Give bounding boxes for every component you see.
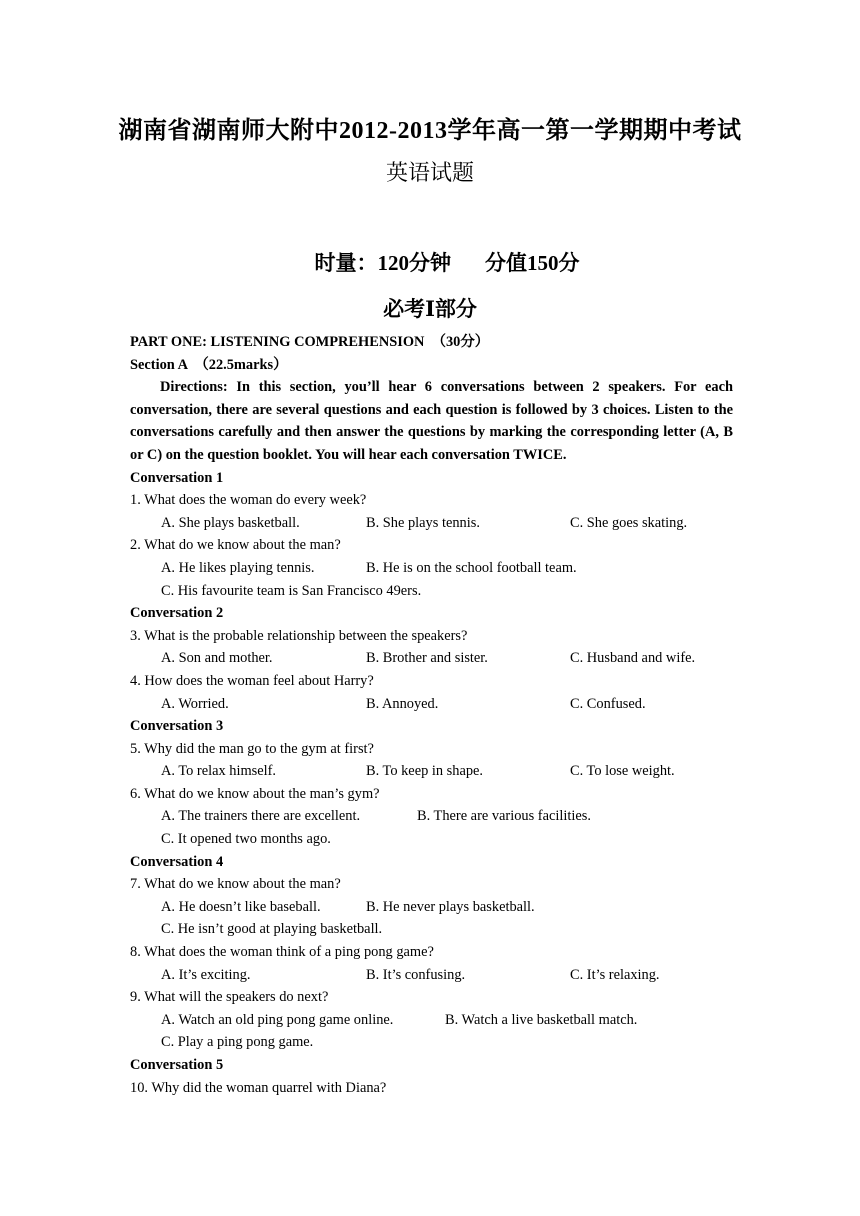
question: 7. What do we know about the man? <box>130 876 341 893</box>
question: 10. Why did the woman quarrel with Diana? <box>130 1079 387 1096</box>
options-row <box>130 580 733 603</box>
options-row <box>130 805 733 828</box>
options-row <box>130 964 733 987</box>
option-b: B. He is on the school football team. <box>366 559 577 576</box>
part-one-heading: PART ONE: LISTENING COMPREHENSION （30分） <box>130 334 490 350</box>
exam-score: 分值150分 <box>485 251 580 275</box>
option-b: B. Watch a live basketball match. <box>445 1011 638 1028</box>
option-c: C. Play a ping pong game. <box>161 1034 314 1051</box>
option-a: A. Watch an old ping pong game online. <box>161 1011 394 1028</box>
option-b: B. It’s confusing. <box>366 966 466 983</box>
directions-paragraph: Directions: In this section, you’ll hear 6 conversations between 2 speakers. For each conversation, there are several questions and each question is followed by 3 choices. Listen to the conversations carefully and then answer the questions by marking the corresponding letter (A, B or C) on the question booklet. You will hear each conversation TWICE. <box>130 379 733 463</box>
option-c: C. His favourite team is San Francisco 49ers. <box>161 582 422 599</box>
question: 9. What will the speakers do next? <box>130 989 329 1006</box>
option-a: A. Son and mother. <box>161 650 273 667</box>
conversation-label: Conversation 5 <box>130 1057 224 1073</box>
exam-subtitle: 英语试题 <box>385 160 474 185</box>
question: 2. What do we know about the man? <box>130 537 341 554</box>
option-c: C. It opened two months ago. <box>161 831 331 848</box>
option-c: C. Husband and wife. <box>570 650 696 667</box>
conversation-label: Conversation 3 <box>130 718 224 735</box>
options-row <box>130 760 733 783</box>
option-b: B. Brother and sister. <box>366 650 488 667</box>
question: 3. What is the probable relationship between the speakers? <box>130 627 468 644</box>
option-b: B. There are various facilities. <box>417 808 591 825</box>
options-row <box>130 557 733 580</box>
options-row <box>130 1009 733 1032</box>
exam-time: 时量：120分钟 <box>314 251 451 275</box>
question: 1. What does the woman do every week? <box>130 492 367 509</box>
question: 8. What does the woman think of a ping pong game? <box>130 944 434 961</box>
option-b: B. She plays tennis. <box>366 514 480 531</box>
option-a: A. He likes playing tennis. <box>161 559 315 576</box>
option-b: B. To keep in shape. <box>366 763 484 780</box>
conversation-label: Conversation 4 <box>130 853 224 870</box>
options-row <box>130 918 733 941</box>
section-a-heading: Section A （22.5marks） <box>130 356 288 373</box>
option-c: C. Confused. <box>570 695 646 712</box>
option-a: A. He doesn’t like baseball. <box>161 898 321 915</box>
exam-body <box>130 331 733 1099</box>
option-c: C. She goes skating. <box>570 514 688 531</box>
option-c: C. He isn’t good at playing basketball. <box>161 921 383 938</box>
options-row <box>130 693 733 716</box>
option-a: A. To relax himself. <box>161 763 277 780</box>
conversation-label: Conversation 1 <box>130 469 224 486</box>
exam-meta <box>0 247 860 277</box>
conversation-label: Conversation 2 <box>130 605 224 622</box>
options-row <box>130 828 733 851</box>
exam-title: 湖南省湖南师大附中2012-2013学年高一第一学期期中考试 <box>118 118 742 144</box>
question: 5. Why did the man go to the gym at first? <box>130 740 374 757</box>
option-a: A. The trainers there are excellent. <box>161 808 361 825</box>
options-row <box>130 1031 733 1054</box>
options-row <box>130 512 733 535</box>
option-b: B. He never plays basketball. <box>366 898 535 915</box>
options-row <box>130 896 733 919</box>
option-c: C. It’s relaxing. <box>570 966 660 983</box>
option-a: A. Worried. <box>161 695 229 712</box>
question: 4. How does the woman feel about Harry? <box>130 672 374 689</box>
options-row <box>130 647 733 670</box>
compulsory-part-heading: 必考Ⅰ部分 <box>383 297 477 321</box>
question: 6. What do we know about the man’s gym? <box>130 785 380 802</box>
option-c: C. To lose weight. <box>570 763 675 780</box>
option-b: B. Annoyed. <box>366 695 439 712</box>
option-a: A. It’s exciting. <box>161 966 251 983</box>
option-a: A. She plays basketball. <box>161 514 300 531</box>
